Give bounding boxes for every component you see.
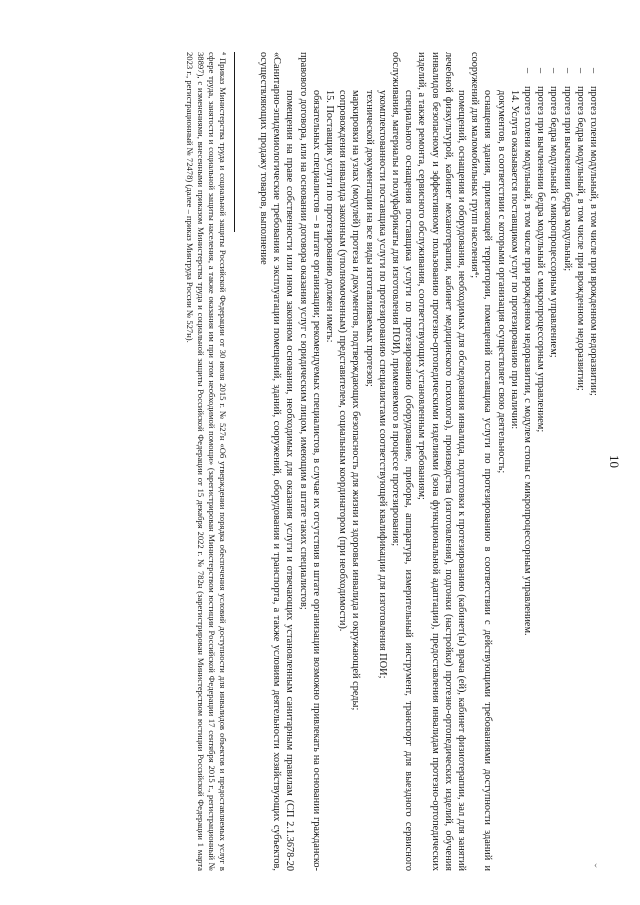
bullet-dash: –: [521, 68, 533, 74]
scan-mark: ‹: [594, 860, 598, 871]
paragraph: 14. Услуга оказывается поставщиком услуг по протезированию при наличии:: [508, 90, 520, 430]
bullet-text: протез голени модульный, в том числе при врожденном недоразвитии;: [588, 86, 599, 396]
bullet-text: протез при вычленении бедра модульный;: [561, 86, 573, 272]
footnote-divider: [234, 52, 235, 232]
bullet-dash: –: [574, 68, 586, 74]
bullet-text: протез при вычленении бедра модульный с микропроцессорным управлением;: [535, 86, 547, 433]
bullet-list: [521, 52, 600, 871]
bullet-dash: –: [561, 68, 573, 74]
paragraph: укомплектованности поставщика услуги по протезированию специалистами соответствующей квалификации для изготовления ПОИ;: [376, 90, 388, 679]
bullet-text: протез бедра модульный с микропроцессорным управлением;: [548, 86, 560, 358]
bullet-item: [574, 52, 587, 871]
paragraph: оснащения здания, прилегающей территории, помещений поставщика услуги по протезированию в соответствии с действующими требованиями доступности зданий и сооружений для маломобильных групп населения⁴;: [469, 52, 494, 871]
bullet-text: протез бедра модульный, в том числе при врожденном недоразвитии;: [574, 86, 586, 391]
footnote-4: ⁴ Приказ Министерства труда и социальной защиты Российской Федерации от 30 июля 2015 г. № 527н «Об утверждении порядка обеспечения условий доступности для инвалидов объектов и предоставляемых услуг в сфере труда, занятости и социальной защиты населения, а также оказания им при этом необходимой помощи» (зарегистрирован Министерством юстиции Российской Федерации 17 сентября 2015 г., регистрационный № 38897), с изменениями, внесенными приказом Министерства труда и социальной защиты Российской Федерации от 15 декабря 2022 г. № 782н (зарегистрирован Министерством юстиции Российской Федерации 1 марта 2023 г., регистрационный № 72478) (далее – приказ Минтруда России № 527н).: [184, 52, 228, 871]
bullet-item: [534, 52, 547, 871]
bullet-item: [560, 52, 573, 871]
document-body: [184, 52, 600, 871]
paragraph: документов, в соответствии с которыми организация осуществляет свою деятельность;: [495, 90, 507, 474]
bullet-dash: –: [548, 68, 560, 74]
paragraph: помещений, оснащения и оборудования, необходимых для обследования инвалида, подготовки к протезированию (кабинет(ы) врача (ей), кабинет физиотерапии, зал для занятий лечебной физкультурой, кабинет механотерапии, кабинет медицинского психолога), производства (изготовления), подгонки (настройки) протезно-ортопедических изделий, обучения инвалидов безопасному и эффективному пользованию протезно-ортопедическими изделиями (зона функциональной адаптации), предоставления инвалидам протезно-ортопедических изделий, а также ремонта, сервисного обслуживания, соответствующих установленным требованиям;: [416, 52, 467, 871]
paragraph: сопровождения инвалида законным (уполномоченным) представителем, социальным координатором (при необходимости).: [337, 90, 349, 632]
bullet-item: [587, 52, 600, 871]
bullet-dash: –: [535, 68, 547, 74]
paragraph: технической документации на все виды изготавливаемых протезов;: [363, 90, 375, 387]
paragraph: специального оснащения поставщика услуги по протезированию (оборудование, приборы, аппаратура, измерительный инструмент, транспорт для выездного сервисного обслуживания, материалы и полуфабрикаты для изготовления ПОИ), применяемого в процессе протезирования;: [389, 52, 415, 871]
paragraph: обязательных специалистов – в штате организации; рекомендуемых специалистов, в случае их отсутствия в штате организации возможно привлекать на основании гражданско-правового договора, или на основании договора оказания услуг с юридическим лицом, имеющим в штате таких специалистов;: [297, 52, 322, 871]
paragraph: 15. Поставщик услуги по протезированию должен иметь:: [323, 90, 335, 343]
paragraph: помещения на праве собственности или ином законном основании, необходимых для оказания услуги и отвечающих установленным санитарным правилам (СП 2.1.3678-20 «Санитарно-эпидемиологические требования к эксплуатации помещений, зданий, сооружений, оборудования и транспорта, а также условиям деятельности хозяйствующих субъектов, осуществляющих продажу товаров, выполнение: [257, 52, 296, 871]
bullet-item: [521, 52, 534, 871]
bullet-text: протез голени модульный, в том числе при врожденном недоразвитии, с модулем стопы с микропроцессорным управлением.: [521, 86, 533, 636]
paragraph-list: [257, 52, 521, 871]
page-number: 10: [607, 455, 622, 468]
paragraph: маркировки на узлах (модулей) протеза и документов, подтверждающих безопасность для жизни и здоровья инвалида и окружающей среды;: [350, 90, 362, 711]
bullet-dash: –: [588, 68, 599, 74]
bullet-item: [547, 52, 560, 871]
